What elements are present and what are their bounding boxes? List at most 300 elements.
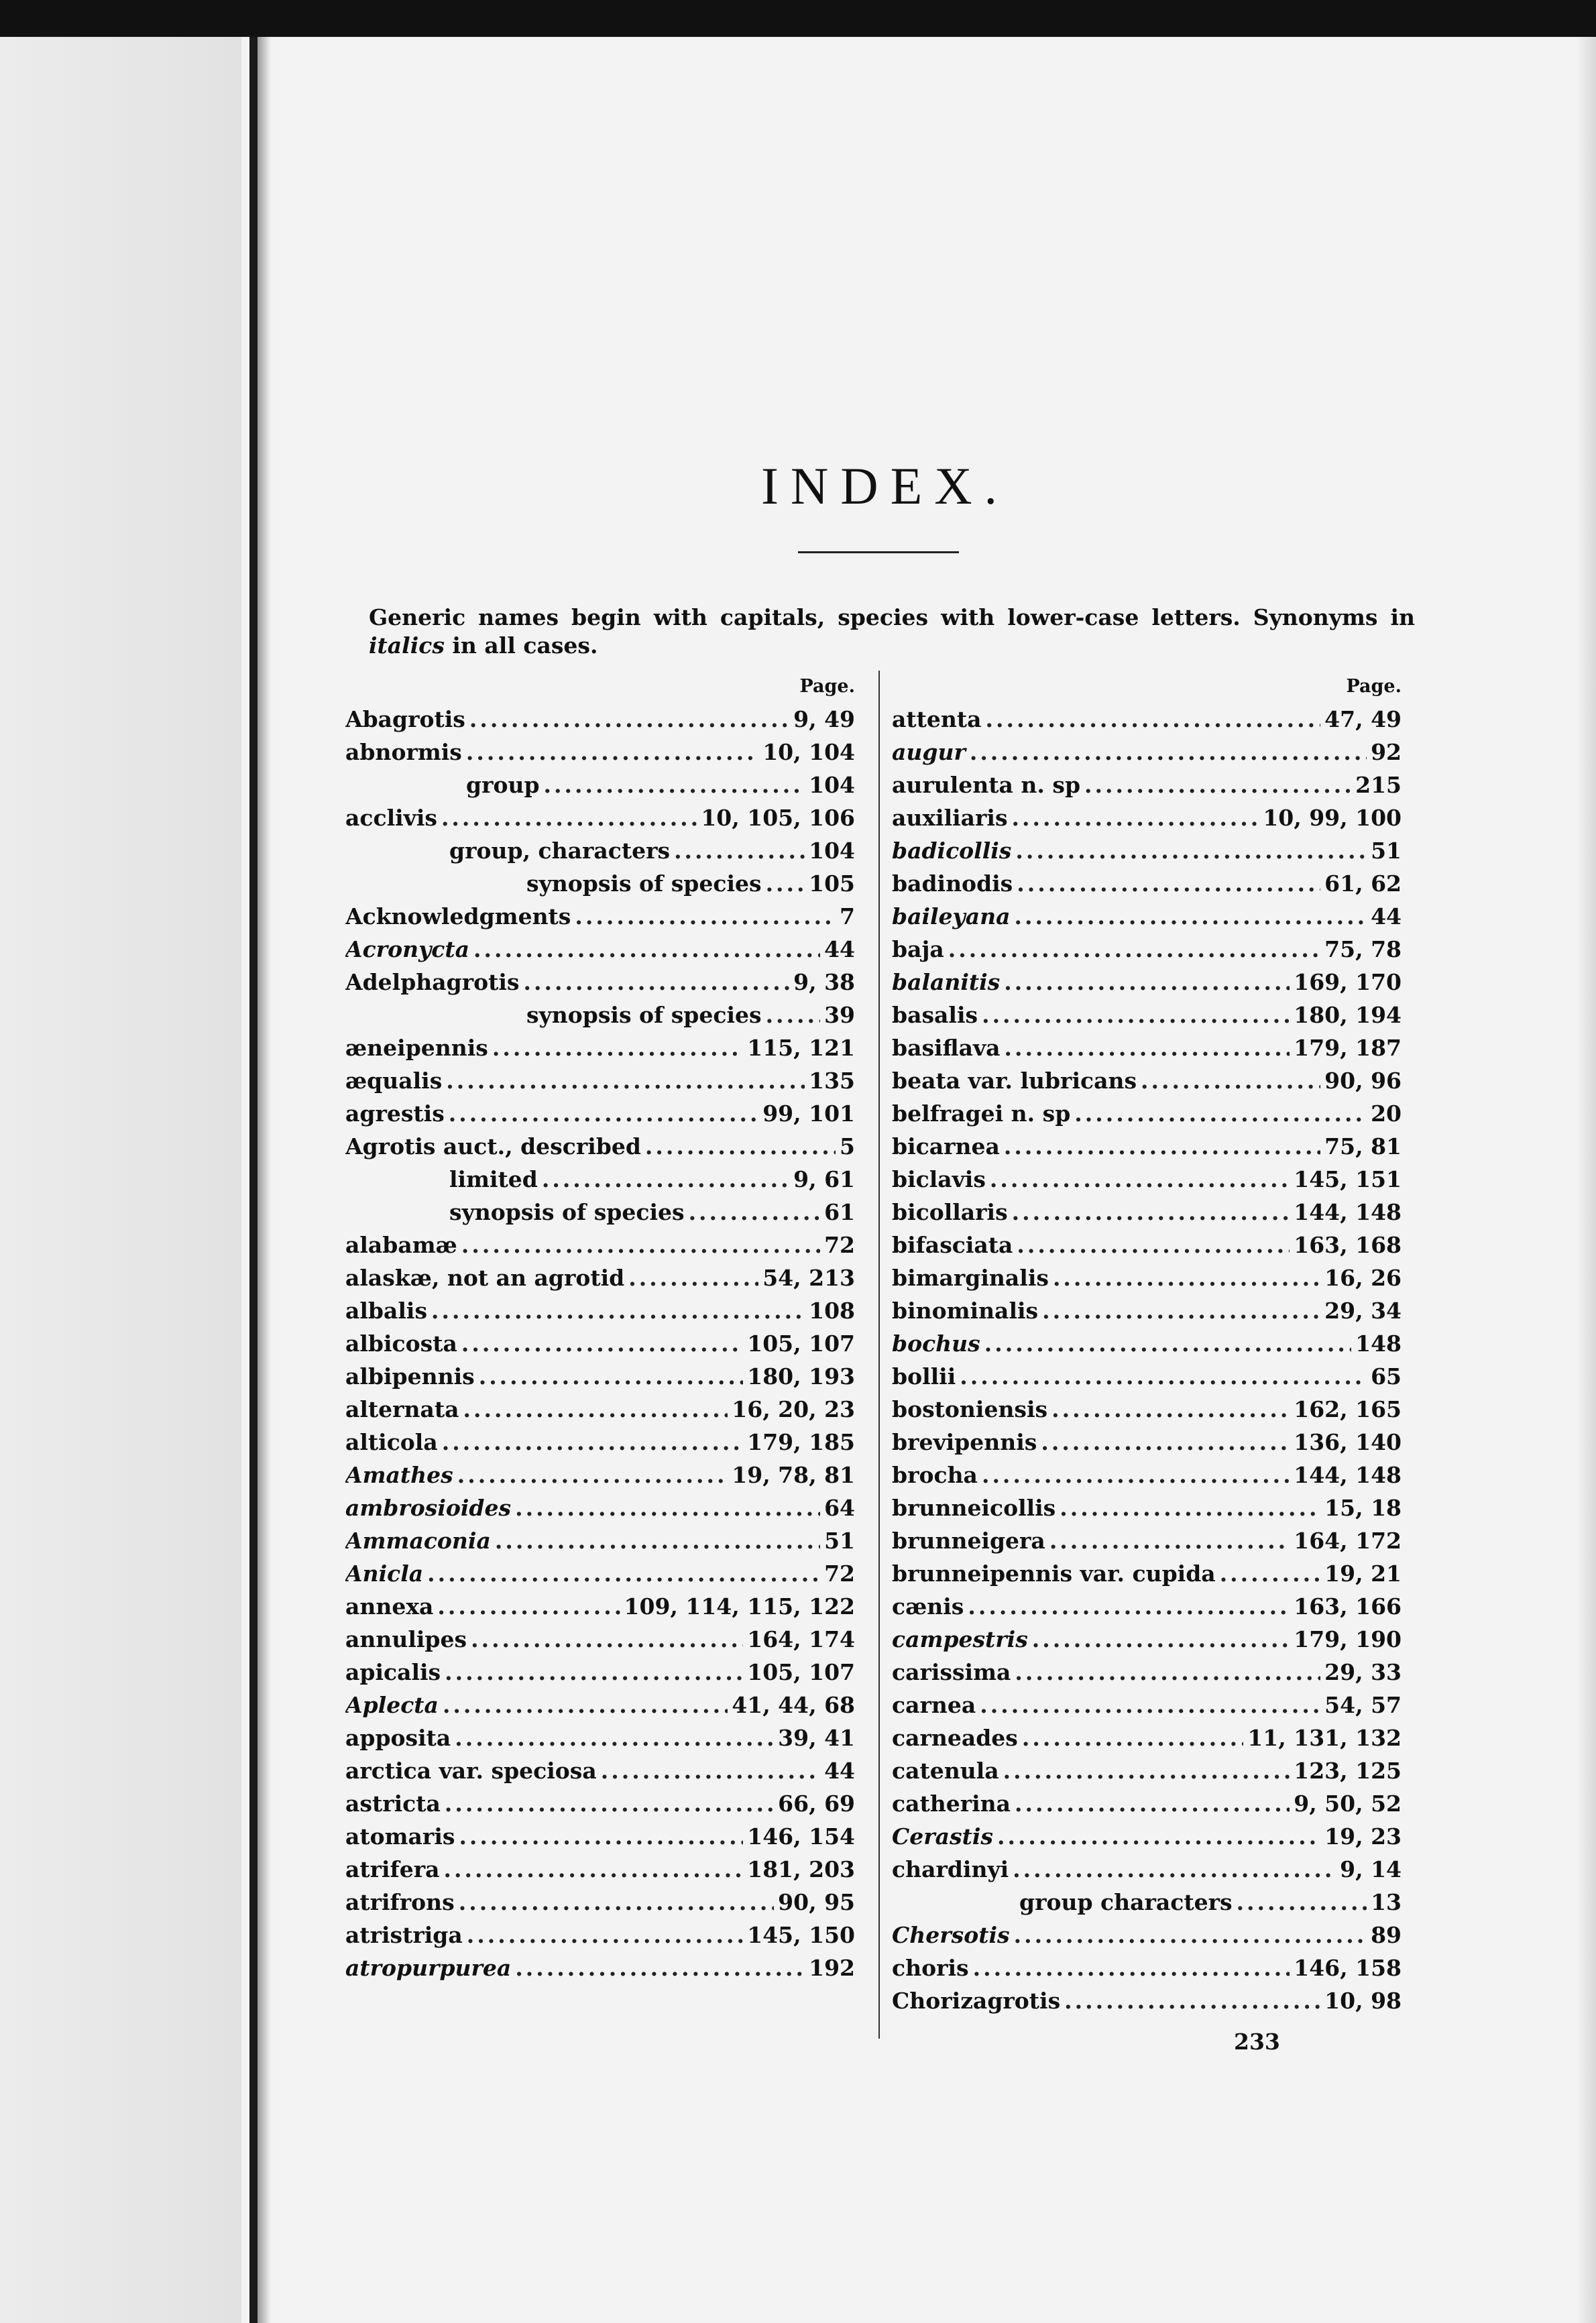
entry-pages: 105, 107 — [747, 1330, 855, 1357]
intro-line: Generic names begin with capitals, species with lower-case letters. Synonyms in — [369, 604, 1415, 630]
intro-italic-word: italics — [369, 632, 445, 659]
entry-pages: 162, 165 — [1294, 1396, 1402, 1422]
index-entry — [892, 1754, 1408, 1787]
index-entry — [892, 900, 1408, 933]
entry-name: Agrotis auct., described — [345, 1133, 641, 1159]
leader-dots — [1015, 1787, 1290, 1820]
entry-name: alticola — [345, 1429, 438, 1455]
entry-pages: 163, 166 — [1294, 1593, 1402, 1620]
entry-name: albicosta — [345, 1330, 457, 1357]
leader-dots — [1012, 1196, 1290, 1229]
entry-pages: 123, 125 — [1294, 1758, 1402, 1784]
entry-name: Adelphagrotis — [345, 969, 520, 995]
index-entry — [892, 1623, 1408, 1656]
leader-dots — [544, 769, 805, 801]
index-entry — [345, 1064, 862, 1097]
entry-pages: 19, 78, 81 — [732, 1462, 855, 1488]
index-entry — [892, 801, 1408, 834]
leader-dots — [1042, 1294, 1320, 1327]
leader-dots — [524, 966, 790, 999]
entry-name: atristriga — [345, 1922, 463, 1948]
entry-pages: 15, 18 — [1324, 1495, 1402, 1521]
leader-dots — [968, 1590, 1290, 1623]
entry-name: baileyana — [892, 903, 1011, 929]
leader-dots — [980, 1689, 1320, 1721]
index-entry — [892, 1459, 1408, 1491]
index-entry — [345, 1787, 862, 1820]
entry-pages: 179, 185 — [747, 1429, 855, 1455]
entry-pages: 104 — [809, 838, 855, 864]
entry-name: choris — [892, 1955, 969, 1981]
index-entry — [892, 1689, 1408, 1721]
entry-name: apposita — [345, 1725, 451, 1751]
leader-dots — [1004, 966, 1290, 999]
leader-dots — [441, 801, 697, 834]
entry-name: carissima — [892, 1659, 1011, 1685]
title-rule — [798, 551, 959, 553]
entry-pages: 41, 44, 68 — [732, 1692, 855, 1718]
entry-name: alternata — [345, 1396, 459, 1422]
entry-pages: 148 — [1355, 1330, 1402, 1357]
leader-dots — [982, 999, 1290, 1031]
entry-pages: 44 — [824, 1758, 855, 1784]
index-entry — [892, 1557, 1408, 1590]
entry-pages: 180, 194 — [1294, 1002, 1402, 1028]
index-entry — [892, 1130, 1408, 1163]
leader-dots — [601, 1754, 820, 1787]
index-entry — [892, 1886, 1408, 1919]
entry-pages: 54, 57 — [1324, 1692, 1402, 1718]
index-entry — [892, 1787, 1408, 1820]
entry-pages: 44 — [824, 936, 855, 962]
leader-dots — [444, 1853, 744, 1886]
entry-name: Amathes — [345, 1462, 453, 1488]
entry-name: Anicla — [345, 1561, 424, 1587]
entry-pages: 75, 78 — [1324, 936, 1402, 962]
index-entry — [345, 900, 862, 933]
leader-dots — [973, 1951, 1290, 1984]
entry-pages: 44 — [1371, 903, 1402, 929]
entry-name: catenula — [892, 1758, 999, 1784]
entry-name: Abagrotis — [345, 706, 465, 732]
entry-name: basalis — [892, 1002, 978, 1028]
index-entry — [345, 1097, 862, 1130]
index-entry — [345, 736, 862, 769]
entry-name: badinodis — [892, 870, 1013, 897]
leader-dots — [443, 1689, 728, 1721]
leader-dots — [437, 1590, 620, 1623]
entry-pages: 61, 62 — [1324, 870, 1402, 897]
leader-dots — [469, 703, 789, 736]
index-entry — [345, 999, 862, 1031]
entry-pages: 10, 99, 100 — [1263, 805, 1402, 831]
index-entry — [892, 1820, 1408, 1853]
leader-dots — [997, 1820, 1320, 1853]
entry-name: Aplecta — [345, 1692, 439, 1718]
entry-name: atrifera — [345, 1856, 440, 1882]
index-entry — [345, 1656, 862, 1689]
binding-shadow — [258, 37, 271, 2323]
index-page — [335, 0, 1435, 2323]
index-entry — [892, 867, 1408, 900]
leader-dots — [445, 1787, 774, 1820]
leader-dots — [1012, 801, 1259, 834]
entry-name: brevipennis — [892, 1429, 1037, 1455]
leader-dots — [1014, 1919, 1367, 1951]
index-entry — [345, 1524, 862, 1557]
entry-name: bicollaris — [892, 1199, 1008, 1225]
entry-pages: 92 — [1371, 739, 1402, 765]
index-entry — [345, 1360, 862, 1393]
entry-pages: 169, 170 — [1294, 969, 1402, 995]
index-entry — [892, 1984, 1408, 2017]
entry-pages: 66, 69 — [778, 1791, 855, 1817]
entry-pages: 10, 104 — [762, 739, 855, 765]
entry-name: bochus — [892, 1330, 980, 1357]
entry-pages: 192 — [809, 1955, 855, 1981]
index-entry — [345, 1886, 862, 1919]
entry-name: group characters — [1019, 1889, 1233, 1915]
leader-dots — [984, 1327, 1351, 1360]
entry-pages: 104 — [809, 772, 855, 798]
entry-name: atomaris — [345, 1823, 455, 1850]
entry-name: ambrosioides — [345, 1495, 512, 1521]
entry-pages: 61 — [824, 1199, 855, 1225]
index-entry — [345, 1196, 862, 1229]
leader-dots — [461, 1327, 743, 1360]
index-entry — [892, 1327, 1408, 1360]
index-entries-right — [892, 703, 1408, 2017]
entry-pages: 64 — [824, 1495, 855, 1521]
index-entry — [345, 801, 862, 834]
entry-name: bifasciata — [892, 1232, 1013, 1258]
entry-pages: 144, 148 — [1294, 1199, 1402, 1225]
entry-name: synopsis of species — [449, 1199, 685, 1225]
index-entry — [345, 1426, 862, 1459]
leader-dots — [463, 1393, 728, 1426]
entry-pages: 54, 213 — [762, 1265, 855, 1291]
entry-name: belfragei n. sp — [892, 1100, 1071, 1127]
leader-dots — [645, 1130, 836, 1163]
entry-pages: 72 — [824, 1232, 855, 1258]
leader-dots — [473, 933, 820, 966]
leader-dots — [1084, 769, 1351, 801]
entry-name: annexa — [345, 1593, 434, 1620]
index-column-right — [892, 671, 1408, 2017]
index-entry — [345, 703, 862, 736]
leader-dots — [1051, 1393, 1290, 1426]
entry-name: baja — [892, 936, 944, 962]
entry-pages: 90, 95 — [778, 1889, 855, 1915]
leader-dots — [1237, 1886, 1367, 1919]
leader-dots — [455, 1721, 774, 1754]
entry-pages: 146, 154 — [747, 1823, 855, 1850]
page-column-header: Page. — [799, 676, 855, 697]
index-entry — [892, 966, 1408, 999]
index-entry — [345, 1327, 862, 1360]
leader-dots — [960, 1360, 1367, 1393]
index-entry — [892, 1853, 1408, 1886]
leader-dots — [515, 1491, 820, 1524]
entry-name: æneipennis — [345, 1035, 488, 1061]
entry-pages: 99, 101 — [762, 1100, 855, 1127]
index-entry — [345, 966, 862, 999]
entry-name: augur — [892, 739, 966, 765]
index-entry — [892, 1491, 1408, 1524]
entry-name: auxiliaris — [892, 805, 1008, 831]
leader-dots — [1004, 1130, 1320, 1163]
index-entry — [892, 1196, 1408, 1229]
leader-dots — [982, 1459, 1290, 1491]
entry-name: albipennis — [345, 1363, 475, 1390]
entry-pages: 115, 121 — [747, 1035, 855, 1061]
entry-pages: 164, 174 — [747, 1626, 855, 1652]
entry-pages: 146, 158 — [1294, 1955, 1402, 1981]
leader-dots — [461, 1229, 820, 1261]
entry-name: cænis — [892, 1593, 964, 1620]
page-title: INDEX. — [760, 457, 1010, 515]
index-entry — [892, 1919, 1408, 1951]
index-entry — [892, 1951, 1408, 1984]
entry-pages: 16, 26 — [1324, 1265, 1402, 1291]
index-entry — [345, 1754, 862, 1787]
entry-pages: 39, 41 — [778, 1725, 855, 1751]
entry-pages: 145, 150 — [747, 1922, 855, 1948]
index-entry — [892, 1097, 1408, 1130]
index-entry — [892, 1261, 1408, 1294]
leader-dots — [515, 1951, 805, 1984]
index-entry — [345, 1919, 862, 1951]
leader-dots — [1014, 900, 1367, 933]
entry-pages: 9, 61 — [793, 1166, 855, 1192]
entry-name: badicollis — [892, 838, 1012, 864]
book-binding-edge — [249, 37, 258, 2323]
index-column-left — [345, 671, 862, 1984]
leader-dots — [1074, 1097, 1367, 1130]
entry-name: Cerastis — [892, 1823, 993, 1850]
index-entry — [345, 1294, 862, 1327]
entry-name: beata var. lubricans — [892, 1068, 1137, 1094]
entry-pages: 163, 168 — [1294, 1232, 1402, 1258]
entry-pages: 16, 20, 23 — [732, 1396, 855, 1422]
entry-pages: 20 — [1371, 1100, 1402, 1127]
entry-pages: 145, 151 — [1294, 1166, 1402, 1192]
leader-dots — [1022, 1721, 1243, 1754]
entry-pages: 5 — [840, 1133, 855, 1159]
index-entry — [345, 1951, 862, 1984]
entry-pages: 108 — [809, 1298, 855, 1324]
index-entry — [892, 1294, 1408, 1327]
entry-pages: 105, 107 — [747, 1659, 855, 1685]
entry-pages: 65 — [1371, 1363, 1402, 1390]
leader-dots — [1013, 1853, 1336, 1886]
index-entry — [892, 933, 1408, 966]
entry-pages: 9, 49 — [793, 706, 855, 732]
index-entry — [892, 1064, 1408, 1097]
entry-pages: 51 — [1371, 838, 1402, 864]
entry-name: brunneicollis — [892, 1495, 1056, 1521]
leader-dots — [459, 1820, 743, 1853]
intro-rest: in all cases. — [444, 632, 598, 659]
entry-name: atropurpurea — [345, 1955, 512, 1981]
leader-dots — [471, 1623, 743, 1656]
leader-dots — [449, 1097, 758, 1130]
entry-name: synopsis of species — [526, 870, 762, 897]
entry-pages: 9, 50, 52 — [1294, 1791, 1402, 1817]
entry-name: abnormis — [345, 739, 462, 765]
index-entry — [345, 1721, 862, 1754]
index-entry — [892, 834, 1408, 867]
entry-name: albalis — [345, 1298, 428, 1324]
entry-pages: 215 — [1355, 772, 1402, 798]
index-entry — [345, 933, 862, 966]
entry-name: Acronycta — [345, 936, 469, 962]
entry-name: bimarginalis — [892, 1265, 1049, 1291]
entry-name: Ammaconia — [345, 1528, 491, 1554]
index-entry — [892, 1229, 1408, 1261]
index-entry — [892, 1656, 1408, 1689]
index-entry — [892, 1393, 1408, 1426]
index-entry — [892, 1360, 1408, 1393]
index-entry — [892, 736, 1408, 769]
leader-dots — [970, 736, 1367, 769]
index-entry — [345, 1491, 862, 1524]
leader-dots — [446, 1064, 805, 1097]
leader-dots — [479, 1360, 744, 1393]
index-entry — [345, 1130, 862, 1163]
entry-name: biclavis — [892, 1166, 986, 1192]
index-entry — [892, 1721, 1408, 1754]
page-number: 233 — [1234, 2029, 1280, 2055]
entry-name: attenta — [892, 706, 982, 732]
leader-dots — [1049, 1524, 1290, 1557]
entry-name: carnea — [892, 1692, 976, 1718]
leader-dots — [1141, 1064, 1320, 1097]
entry-pages: 180, 193 — [747, 1363, 855, 1390]
entry-name: bollii — [892, 1363, 956, 1390]
entry-name: alaskæ, not an agrotid — [345, 1265, 625, 1291]
entry-name: annulipes — [345, 1626, 467, 1652]
entry-name: alabamæ — [345, 1232, 457, 1258]
leader-dots — [442, 1426, 744, 1459]
index-entry — [892, 1524, 1408, 1557]
leader-dots — [467, 1919, 744, 1951]
entry-pages: 135 — [809, 1068, 855, 1094]
index-entry — [345, 1261, 862, 1294]
index-entry — [345, 769, 862, 801]
leader-dots — [674, 834, 805, 867]
entry-name: carneades — [892, 1725, 1018, 1751]
index-entry — [345, 834, 862, 867]
entry-pages: 144, 148 — [1294, 1462, 1402, 1488]
entry-name: atrifrons — [345, 1889, 455, 1915]
entry-name: basiflava — [892, 1035, 1001, 1061]
leader-dots — [628, 1261, 758, 1294]
entry-name: limited — [449, 1166, 538, 1192]
entry-pages: 181, 203 — [747, 1856, 855, 1882]
entry-pages: 10, 98 — [1324, 1988, 1402, 2014]
entry-pages: 51 — [824, 1528, 855, 1554]
index-entry — [892, 1590, 1408, 1623]
entry-pages: 89 — [1371, 1922, 1402, 1948]
entry-pages: 164, 172 — [1294, 1528, 1402, 1554]
entry-name: brunneigera — [892, 1528, 1045, 1554]
entry-name: catherina — [892, 1791, 1011, 1817]
entry-pages: 9, 38 — [793, 969, 855, 995]
entry-name: apicalis — [345, 1659, 441, 1685]
leader-dots — [427, 1557, 820, 1590]
leader-dots — [689, 1196, 821, 1229]
leader-dots — [495, 1524, 820, 1557]
entry-name: brocha — [892, 1462, 978, 1488]
index-entry — [345, 867, 862, 900]
entry-name: chardinyi — [892, 1856, 1009, 1882]
index-entry — [345, 1820, 862, 1853]
entry-name: agrestis — [345, 1100, 445, 1127]
leader-dots — [459, 1886, 774, 1919]
leader-dots — [542, 1163, 789, 1196]
index-entry — [892, 769, 1408, 801]
entry-pages: 72 — [824, 1561, 855, 1587]
index-entry — [345, 1590, 862, 1623]
column-divider — [878, 671, 880, 2039]
leader-dots — [1015, 834, 1367, 867]
entry-name: group, characters — [449, 838, 671, 864]
leader-dots — [492, 1031, 743, 1064]
entry-pages: 39 — [824, 1002, 855, 1028]
leader-dots — [457, 1459, 728, 1491]
index-entry — [345, 1557, 862, 1590]
leader-dots — [1015, 1656, 1320, 1689]
index-entry — [892, 999, 1408, 1031]
leader-dots — [1053, 1261, 1320, 1294]
leader-dots — [990, 1163, 1290, 1196]
entry-pages: 9, 14 — [1340, 1856, 1402, 1882]
entry-pages: 10, 105, 106 — [701, 805, 855, 831]
entry-name: binominalis — [892, 1298, 1039, 1324]
leader-dots — [1017, 1229, 1290, 1261]
entry-pages: 136, 140 — [1294, 1429, 1402, 1455]
index-entry — [345, 1229, 862, 1261]
index-entry — [892, 1031, 1408, 1064]
leader-dots — [1220, 1557, 1320, 1590]
page-column-header: Page. — [1346, 676, 1402, 697]
entry-name: Acknowledgments — [345, 903, 571, 929]
entry-pages: 179, 190 — [1294, 1626, 1402, 1652]
leader-dots — [445, 1656, 743, 1689]
leader-dots — [466, 736, 758, 769]
index-entry — [892, 703, 1408, 736]
entry-name: arctica var. speciosa — [345, 1758, 597, 1784]
index-entry — [892, 1426, 1408, 1459]
index-entry — [345, 1689, 862, 1721]
entry-name: synopsis of species — [526, 1002, 762, 1028]
index-entry — [345, 1853, 862, 1886]
index-entry — [345, 1623, 862, 1656]
entry-name: astricta — [345, 1791, 441, 1817]
entry-pages: 7 — [840, 903, 855, 929]
leader-dots — [1003, 1754, 1290, 1787]
leader-dots — [766, 999, 821, 1031]
entry-pages: 11, 131, 132 — [1247, 1725, 1402, 1751]
entry-pages: 109, 114, 115, 122 — [624, 1593, 855, 1620]
entry-name: group — [466, 772, 540, 798]
entry-pages: 19, 21 — [1324, 1561, 1402, 1587]
index-entry — [345, 1031, 862, 1064]
entry-name: Chorizagrotis — [892, 1988, 1061, 2014]
leader-dots — [1041, 1426, 1290, 1459]
index-entry — [345, 1393, 862, 1426]
